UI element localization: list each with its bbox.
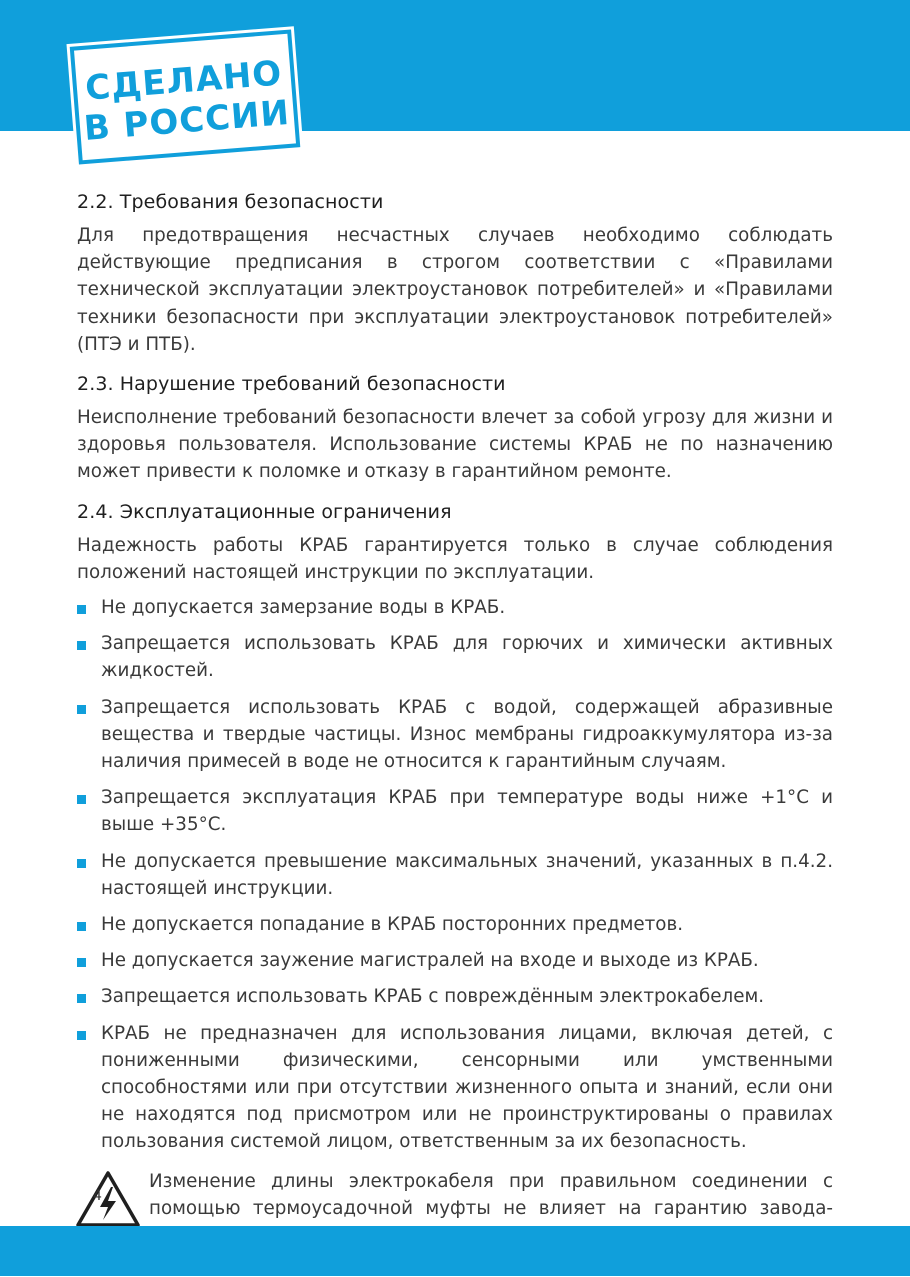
list-item: Запрещается использовать КРАБ для горючих и химически активных жидкостей. — [77, 630, 833, 684]
section-text: Для предотвращения несчастных случаев необходимо соблюдать действующие предписания в строгом соответствии с «Правилами технической эксплуатации электроустановок потребителей» и «Правилами техники безопасности при эксплуатации электроустановок потребителей» (ПТЭ и ПТБ). — [77, 225, 833, 355]
list-item: Запрещается эксплуатация КРАБ при температуре воды ниже +1°С и выше +35°С. — [77, 784, 833, 838]
stamp-line-2: В РОССИИ — [82, 92, 292, 149]
section-text: Неисполнение требований безопасности влечет за собой угрозу для жизни и здоровья пользователя. Использование системы КРАБ не по назначению может привести к поломке и отказу в гарантийном ремонте. — [77, 407, 833, 483]
bullet-square-icon — [77, 795, 86, 804]
section-text: Надежность работы КРАБ гарантируется только в случае соблюдения положений настоящей инструкции по эксплуатации. — [77, 534, 833, 583]
bullet-square-icon — [77, 605, 86, 614]
made-in-russia-stamp — [70, 29, 301, 164]
bullet-square-icon — [77, 958, 86, 967]
high-voltage-warning-icon — [75, 1170, 141, 1228]
bullet-square-icon — [77, 1031, 86, 1040]
warning-text: Изменение длины электрокабеля при правильном соединении с помощью термоусадочной муфты не влияет на гарантию завода- — [149, 1170, 833, 1219]
section-heading: 2.2. Требования безопасности — [77, 191, 384, 213]
list-item: КРАБ не предназначен для использования лицами, включая детей, с пониженными физическими, сенсорными или умственными способностями или при отсутствии жизненного опыта и знаний, если они не находятся под присмотром или не проинструктированы о правилах пользования системой лицом, ответственным за их безопасность. — [77, 1020, 833, 1156]
list-item: Не допускается превышение максимальных значений, указанных в п.4.2. настоящей инструкции. — [77, 848, 833, 902]
section-heading: 2.4. Эксплуатационные ограничения — [77, 500, 452, 523]
list-item: Не допускается заужение магистралей на входе и выходе из КРАБ. — [77, 947, 833, 974]
list-item: Не допускается попадание в КРАБ посторонних предметов. — [77, 911, 833, 938]
section-heading: 2.3. Нарушение требований безопасности — [77, 373, 506, 396]
bullet-square-icon — [77, 641, 86, 650]
section-2-4 — [77, 498, 833, 1156]
restrictions-list — [77, 594, 833, 1156]
bullet-square-icon — [77, 922, 86, 931]
list-item: Запрещается использовать КРАБ с водой, содержащей абразивные вещества и твердые частицы. Износ мембраны гидроаккумулятора из-за наличия примесей в воде не относится к гарантийным случаям. — [77, 694, 833, 776]
list-item: Не допускается замерзание воды в КРАБ. — [77, 594, 833, 621]
bullet-square-icon — [77, 705, 86, 714]
page-content — [77, 188, 833, 1277]
footer-band — [0, 1226, 910, 1276]
list-item: Запрещается использовать КРАБ с повреждённым электрокабелем. — [77, 983, 833, 1010]
page-number: 4 — [93, 1188, 102, 1204]
section-2-2 — [77, 188, 833, 358]
bullet-square-icon — [77, 859, 86, 868]
section-2-3 — [77, 370, 833, 486]
bullet-square-icon — [77, 994, 86, 1003]
stamp-line-1: СДЕЛАНО — [83, 53, 284, 109]
